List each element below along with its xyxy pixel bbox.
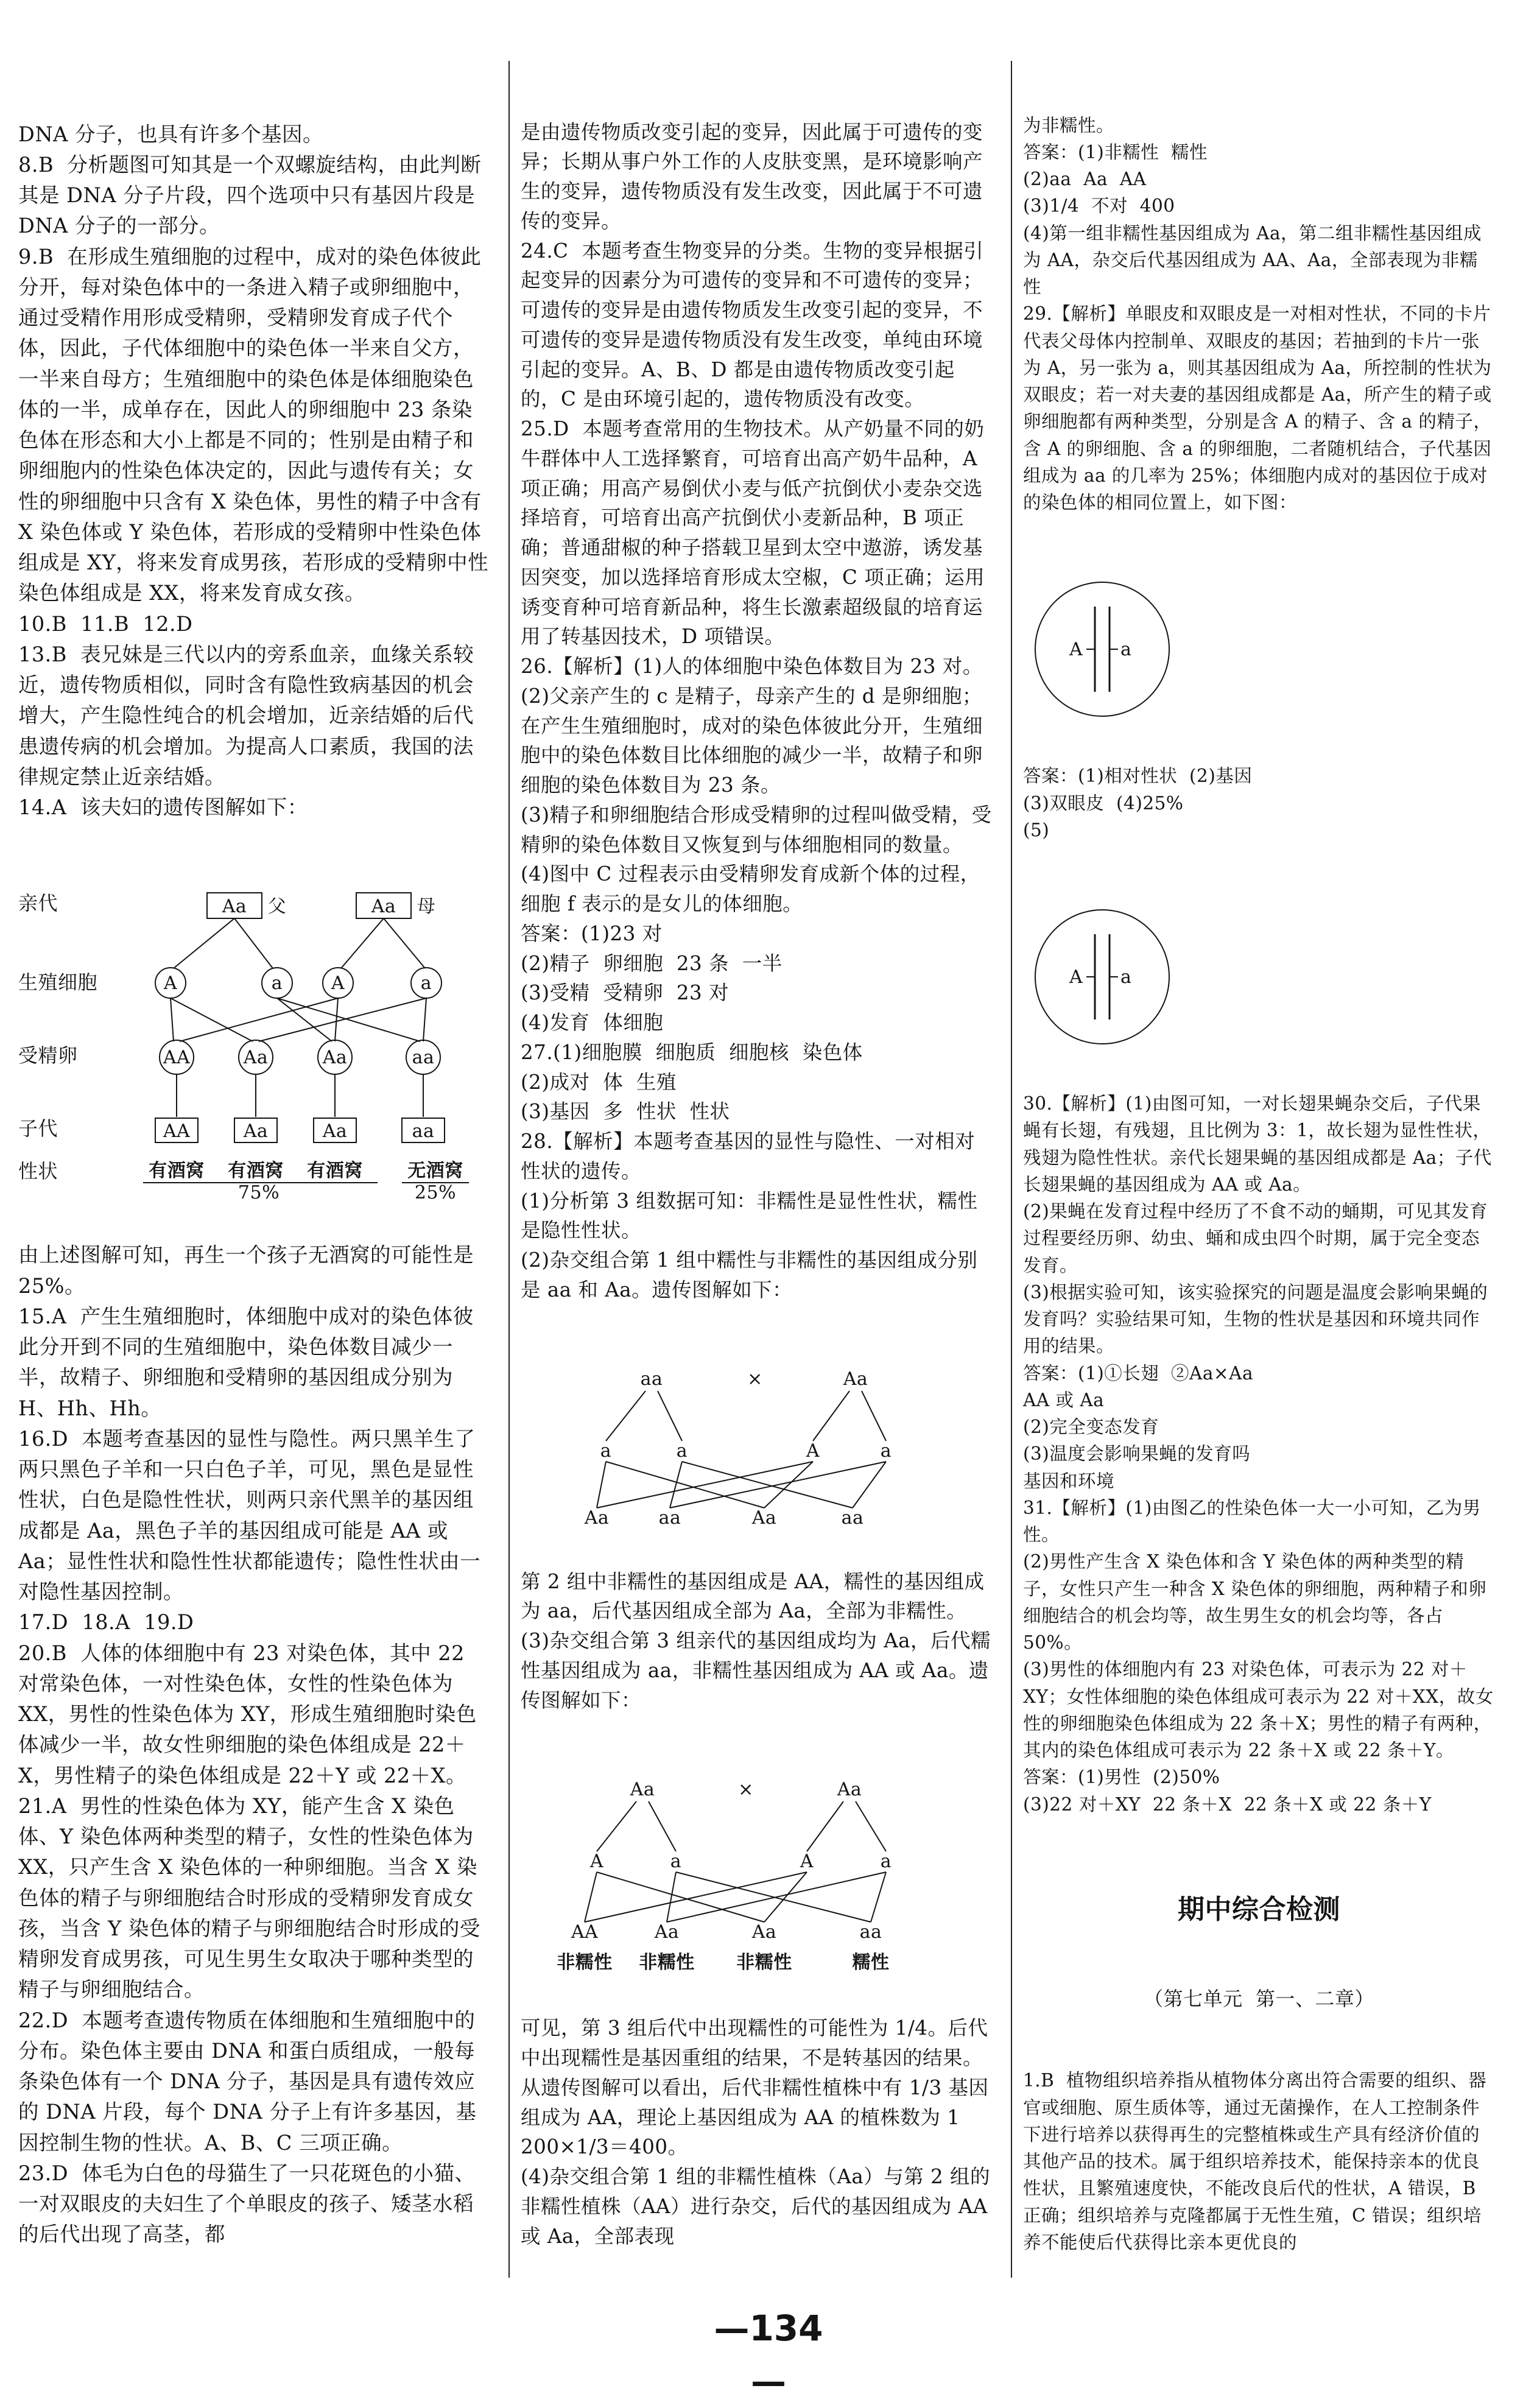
trait-label: 有酒窝 — [228, 1160, 284, 1181]
answers-28-to-29: 为非糯性。 答案：(1)非糯性 糯性 (2)aa Aa AA (3)1/4 不对 400 (4)第一组非糯性基因组成为 Aa，第二组非糯性基因组成为 AA，杂交后代基因组成为 AA、Aa，全部表现为非糯性 29.【解析】单眼皮和双眼皮是一对相对性状，不同的卡片代表父母体内控制单、双眼皮的基因；若抽到的卡片一张为 A，另一张为 a，则其基因组成为 Aa，所控制的性状为双眼皮；若一对夫妻的基因组成都是 Aa，所产生的精子或卵细胞都有两种类型，分别是含 A 的精子、含 a 的精子，含 A 的卵细胞、含 a 的卵细胞，二者随机结合，子代基因组成为 aa 的几率为 25%；体细胞内成对的基因位于成对的染色体的相同位置上，如下图： — [1023, 114, 1492, 513]
offspring-label: aa — [412, 1120, 435, 1142]
trait-label: 有酒窝 — [149, 1160, 205, 1181]
gamete-label: a — [670, 1850, 682, 1872]
zygote-label: AA — [163, 1046, 191, 1068]
column-divider — [508, 61, 510, 2278]
answers-28-part-3-4: 可见，第 3 组后代中出现糯性的可能性为 1/4。后代中出现糯性是基因重组的结果，不是转基因的结果。从遗传图解可以看出，后代非糯性植株中有 1/3 基因组成为 AA，理论上基因组成为 AA 的植株数为 1 200×1/3＝400。 (4)杂交组合第 1 组的非糯性植株（Aa）与第 2 组的非糯性植株（AA）进行杂交，后代的基因组成为 AA 或 Aa，全部表现 — [521, 2016, 991, 2248]
gamete-label: A — [800, 1850, 814, 1872]
section-subtitle: （第七单元 第一、二章） — [1144, 1987, 1374, 2010]
cell-chromosome-diagram — [1023, 898, 1495, 1056]
allele-label: a — [1120, 638, 1132, 660]
offspring-genotype: Aa — [751, 1507, 777, 1529]
father-label: 父 — [267, 895, 287, 917]
allele-label: A — [1069, 966, 1083, 988]
offspring-genotype: aa — [859, 1921, 882, 1943]
allele-label: a — [1120, 966, 1132, 988]
row-label-gametes: 生殖细胞 — [18, 970, 98, 994]
gamete-label: a — [271, 972, 283, 994]
gamete-label: a — [676, 1440, 688, 1462]
gamete-label: A — [589, 1850, 604, 1872]
page-number: —134— — [714, 2308, 823, 2402]
answers-14-to-23: 由上述图解可知，再生一个孩子无酒窝的可能性是 25%。 15.A 产生生殖细胞时，体细胞中成对的染色体彼此分开到不同的生殖细胞中，染色体数目减少一半，故精子、卵细胞和受精卵的基因组成分别为 H、Hh、Hh。 16.D 本题考查基因的显性与隐性。两只黑羊生了两只黑色子羊和一只白色子羊，可见，黑色是显性性状，白色是隐性性状，则两只亲代黑羊的基因组成都是 Aa，黑色子羊的基因组成可能是 AA 或 Aa；显性性状和隐性性状都能遗传；隐性性状由一对隐性基因控制。 17.D 18.A 19.D 20.B 人体的体细胞中有 23 对染色体，其中 22 对常染色体，一对性染色体，女性的性染色体为 XX，男性的性染色体为 XY，形成生殖细胞时染色体减少一半，故女性卵细胞的染色体组成是 22＋X，男性精子的染色体组成是 22＋Y 或 22＋X。 21.A 男性的性染色体为 XY，能产生含 X 染色体、Y 染色体两种类型的精子，女性的性染色体为 XX，只产生含 X 染色体的一种卵细胞。当含 X 染色体的精子与卵细胞结合时形成的受精卵发育成女孩，当含 Y 染色体的精子与卵细胞结合时形成的受精卵发育成男孩，可见生男生女取决于哪种类型的精子与卵细胞结合。 22.D 本题考查遗传物质在体细胞和生殖细胞中的分布。染色体主要由 DNA 和蛋白质组成，一般每条染色体有一个 DNA 分子，基因是具有遗传效应的 DNA 片段，每个 DNA 分子上有许多基因，基因控制生物的性状。A、B、C 三项正确。 23.D 体毛为白色的母猫生了一只花斑色的小猫、一对双眼皮的夫妇生了个单眼皮的孩子、矮茎水稻的后代出现了高茎，都 — [18, 1243, 481, 2247]
allele-label: A — [1069, 638, 1083, 660]
zygote-label: Aa — [243, 1046, 269, 1068]
offspring-genotype: Aa — [654, 1921, 680, 1943]
offspring-trait: 非糯性 — [639, 1951, 695, 1973]
offspring-label: Aa — [322, 1120, 348, 1142]
percent-dimples: 75% — [237, 1181, 280, 1201]
offspring-trait: 糯性 — [852, 1951, 890, 1973]
offspring-trait: 非糯性 — [736, 1951, 792, 1973]
row-label-traits: 性状 — [18, 1159, 58, 1183]
cross-diagram-group1 — [521, 1364, 993, 1529]
answers-8-to-14: DNA 分子，也具有许多个基因。 8.B 分析题图可知其是一个双螺旋结构，由此判断其是 DNA 分子片段，四个选项中只有基因片段是 DNA 分子的一部分。 9.B 在形成生殖细胞的过程中，成对的染色体彼此分开，每对染色体中的一条进入精子或卵细胞中，通过受精作用形成受精卵，受精卵发育成子代个体，因此，子代体细胞中的染色体一半来自父方，一半来自母方；生殖细胞中的染色体是体细胞染色体的一半，成单存在，因此人的卵细胞中 23 条染色体在形态和大小上都是不同的；性别是由精子和卵细胞内的性染色体决定的，因此与遗传有关；女性的卵细胞中只含有 X 染色体，男性的精子中含有 X 染色体或 Y 染色体，若形成的受精卵中性染色体组成是 XY，将来发育成男孩，若形成的受精卵中性染色体组成是 XX，将来发育成女孩。 10.B 11.B 12.D 13.B 表兄妹是三代以内的旁系血亲，血缘关系较近，遗传物质相似，同时含有隐性致病基因的机会增大，产生隐性纯合的机会增加，近亲结婚的后代患遗传病的机会增加。为提高人口素质，我国的法律规定禁止近亲结婚。 14.A 该夫妇的遗传图解如下： — [18, 122, 489, 819]
parent-genotype: Aa — [630, 1778, 655, 1800]
answers-28-part-2-3: 第 2 组中非糯性的基因组成是 AA，糯性的基因组成为 aa，后代基因组成全部为 Aa，全部为非糯性。 (3)杂交组合第 3 组亲代的基因组成均为 Aa，后代糯性基因组成为 aa，非糯性基因组成为 AA 或 Aa。遗传图解如下： — [521, 1569, 991, 1712]
gamete-label: a — [420, 972, 432, 994]
percent-no-dimples: 25% — [414, 1181, 457, 1201]
offspring-genotype: aa — [841, 1507, 864, 1529]
gamete-label: a — [880, 1440, 892, 1462]
column-divider — [1011, 61, 1012, 2278]
parent-genotype: Aa — [843, 1368, 868, 1390]
cross-diagram-group3 — [521, 1775, 993, 1976]
cell-chromosome-diagram — [1023, 570, 1495, 728]
gamete-label: a — [880, 1850, 892, 1872]
section-title: 期中综合检测 — [1178, 1894, 1340, 1926]
father-genotype: Aa — [222, 895, 247, 917]
gamete-label: a — [600, 1440, 612, 1462]
offspring-trait: 非糯性 — [557, 1951, 613, 1973]
offspring-genotype: AA — [571, 1921, 599, 1943]
trait-label: 有酒窝 — [307, 1160, 363, 1181]
row-label-parents: 亲代 — [18, 891, 58, 915]
offspring-genotype: aa — [658, 1507, 681, 1529]
offspring-label: AA — [163, 1120, 191, 1142]
parent-genotype: Aa — [837, 1778, 862, 1800]
column-right — [1023, 58, 1495, 2283]
offspring-genotype: Aa — [584, 1507, 610, 1529]
cross-symbol: × — [738, 1778, 754, 1800]
offspring-genotype: Aa — [751, 1921, 777, 1943]
inheritance-diagram-dimples — [18, 884, 490, 1201]
zygote-label: Aa — [322, 1046, 348, 1068]
cross-symbol: × — [747, 1368, 763, 1390]
mother-label: 母 — [417, 895, 436, 917]
column-middle — [521, 58, 993, 2281]
answers-30-to-31: 30.【解析】(1)由图可知，一对长翅果蝇杂交后，子代果蝇有长翅，有残翅，且比例为 3：1，故长翅为显性性状，残翅为隐性性状。亲代长翅果蝇的基因组成都是 Aa；子代长翅果蝇的基因组成为 AA 或 Aa。 (2)果蝇在发育过程中经历了不食不动的蛹期，可见其发育过程要经历卵、幼虫、蛹和成虫四个时期，属于完全变态发育。 (3)根据实验可知，该实验探究的问题是温度会影响果蝇的发育吗？实验结果可知，生物的性状是基因和环境共同作用的结果。 答案：(1)①长翅 ②Aa×Aa AA 或 Aa (2)完全变态发育 (3)温度会影响果蝇的发育吗 基因和环境 31.【解析】(1)由图乙的性染色体一大一小可知，乙为男性。 (2)男性产生含 X 染色体和含 Y 染色体的两种类型的精子，女性只产生一种含 X 染色体的卵细胞，两种精子和卵细胞结合的机会均等，故生男生女的机会均等，各占 50%。 (3)男性的体细胞内有 23 对染色体，可表示为 22 对＋XY；女性体细胞的染色体组成可表示为 22 对＋XX，故女性的卵细胞染色体组成为 22 条＋X；男性的精子有两种，其内的染色体组成可表示为 22 条＋X 或 22 条＋Y。 答案：(1)男性 (2)50% (3)22 对＋XY 22 条＋X 22 条＋X 或 22 条＋Y — [1023, 1093, 1494, 1815]
answers-29-key: 答案：(1)相对性状 (2)基因 (3)双眼皮 (4)25% (5) — [1023, 766, 1253, 840]
gamete-label: A — [331, 972, 345, 994]
row-label-offspring: 子代 — [18, 1116, 58, 1140]
zygote-label: aa — [412, 1046, 435, 1068]
answers-23-to-28: 是由遗传物质改变引起的变异，因此属于可遗传的变异；长期从事户外工作的人皮肤变黑，是环境影响产生的变异，遗传物质没有发生改变，因此属于不可遗传的变异。 24.C 本题考查生物变异的分类。生物的变异根据引起变异的因素分为可遗传的变异和不可遗传的变异；可遗传的变异是由遗传物质发生改变引起的变异，不可遗传的变异是遗传物质没有发生改变，单纯由环境引起的变异。A、B、D 都是由遗传物质改变引起的，C 是由环境引起的，遗传物质没有改变。 25.D 本题考查常用的生物技术。从产奶量不同的奶牛群体中人工选择繁育，可培育出高产奶牛品种，A 项正确；用高产易倒伏小麦与低产抗倒伏小麦杂交选择培育，可培育出高产抗倒伏小麦新品种，B 项正确；普通甜椒的种子搭载卫星到太空中遨游，诱发基因突变，加以选择培育形成太空椒，C 项正确；运用诱变育种可培育新品种，将生长激素超级鼠的培育运用了转基因技术，D 项错误。 26.【解析】(1)人的体细胞中染色体数目为 23 对。 (2)父亲产生的 c 是精子，母亲产生的 d 是卵细胞；在产生生殖细胞时，成对的染色体彼此分开，生殖细胞中的染色体数目比体细胞的减少一半，故精子和卵细胞的染色体数目为 23 条。 (3)精子和卵细胞结合形成受精卵的过程叫做受精，受精卵的染色体数目又恢复到与体细胞相同的数量。 (4)图中 C 过程表示由受精卵发育成新个体的过程，细胞 f 表示的是女儿的体细胞。 答案：(1)23 对 (2)精子 卵细胞 23 条 一半 (3)受精 受精卵 23 对 (4)发育 体细胞 27.(1)细胞膜 细胞质 细胞核 染色体 (2)成对 体 生殖 (3)基因 多 性状 性状 28.【解析】本题考查基因的显性与隐性、一对相对性状的遗传。 (1)分析第 3 组数据可知：非糯性是显性性状，糯性是隐性性状。 (2)杂交组合第 1 组中糯性与非糯性的基因组成分别是 aa 和 Aa。遗传图解如下： — [521, 120, 992, 1301]
offspring-label: Aa — [243, 1120, 269, 1142]
gamete-label: A — [806, 1440, 820, 1462]
trait-label: 无酒窝 — [407, 1160, 463, 1181]
row-label-zygotes: 受精卵 — [18, 1043, 78, 1067]
midterm-answer-1: 1.B 植物组织培养指从植物体分离出符合需要的组织、器官或细胞、原生质体等，通过无菌操作，在人工控制条件下进行培养以获得再生的完整植株或生产具有经济价值的其他产品的技术。属于组织培养技术，能保持亲本的优良性状，且繁殖速度快，不能改良后代的性状，A 错误，B 正确；组织培养与克隆都属于无性生殖，C 错误；组织培养不能使后代获得比亲本更优良的 — [1023, 2070, 1487, 2253]
column-left — [18, 58, 490, 2281]
mother-genotype: Aa — [371, 895, 396, 917]
gamete-label: A — [163, 972, 178, 994]
parent-genotype: aa — [640, 1368, 663, 1390]
